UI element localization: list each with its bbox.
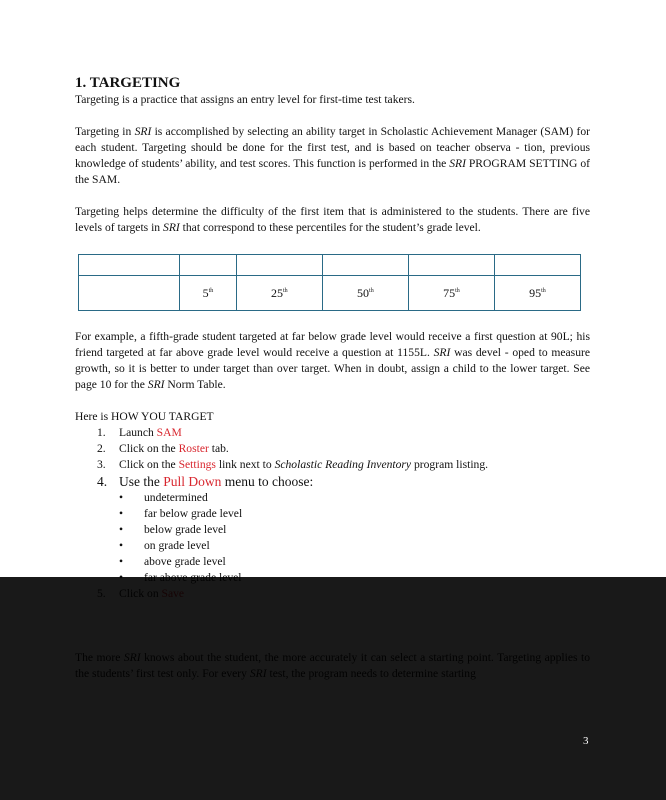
section-heading: 1. TARGETING bbox=[75, 75, 181, 91]
table-cell-5th: 5th bbox=[180, 276, 237, 311]
table-row bbox=[79, 276, 581, 311]
pull-down-label: Pull Down bbox=[163, 474, 222, 489]
dark-overlay bbox=[0, 577, 666, 800]
table-cell-95th: 95th bbox=[494, 276, 580, 311]
list-item: 4. Use the Pull Down menu to choose: bbox=[97, 474, 314, 489]
steps-list bbox=[75, 425, 590, 490]
list-item: • below grade level bbox=[119, 523, 227, 536]
list-item: • far below grade level bbox=[119, 507, 243, 520]
intro-paragraph: Targeting is a practice that assigns an entry level for first-time test takers. bbox=[75, 93, 415, 106]
levels-paragraph: Targeting helps determine the difficulty of the first item that is administered to the students. There are five levels of targets in SRI that correspond to these percentiles for the student’s grade level. bbox=[75, 205, 590, 234]
list-item: • undetermined bbox=[119, 491, 208, 504]
list-item: • on grade level bbox=[119, 539, 210, 552]
targeting-paragraph: Targeting in SRI is accomplished by selecting an ability target in Scholastic Achievement Manager (SAM) for each student. Targeting should be done for the first test, and is based on teacher observa - tion, previous knowledge of students’ ability, and test scores. This function is performed in the SRI PROGRAM SETTING of the SAM. bbox=[75, 125, 590, 186]
percentile-table bbox=[78, 254, 581, 311]
table-cell bbox=[236, 255, 322, 276]
list-item: 3. Click on the Settings link next to Scholastic Reading Inventory program listing. bbox=[97, 458, 489, 471]
table-cell bbox=[408, 255, 494, 276]
table-cell bbox=[322, 255, 408, 276]
table-cell bbox=[79, 255, 180, 276]
table-cell bbox=[79, 276, 180, 311]
table-cell-50th: 50th bbox=[322, 276, 408, 311]
sam-link: SAM bbox=[156, 426, 182, 439]
list-item: 1. Launch SAM bbox=[97, 426, 182, 439]
options-list bbox=[75, 490, 590, 586]
list-item: • above grade level bbox=[119, 555, 226, 568]
table-cell bbox=[494, 255, 580, 276]
table-header-row bbox=[79, 255, 581, 276]
example-paragraph: For example, a fifth-grade student targeted at far below grade level would receive a first question at 90L; his friend targeted at far above grade level would receive a question at 1155L. SRI was devel - oped to measure growth, so it is better to under target than over target. When in doubt, assign a child to the lower target. See page 10 for the SRI Norm Table. bbox=[75, 330, 590, 391]
page-number: 3 bbox=[583, 735, 589, 747]
roster-tab-label: Roster bbox=[178, 442, 209, 455]
settings-link-label: Settings bbox=[178, 458, 216, 471]
list-item: 2. Click on the Roster tab. bbox=[97, 442, 229, 455]
table-cell-75th: 75th bbox=[408, 276, 494, 311]
howto-heading: Here is HOW YOU TARGET bbox=[75, 410, 214, 423]
table-cell-25th: 25th bbox=[236, 276, 322, 311]
table-cell bbox=[180, 255, 237, 276]
